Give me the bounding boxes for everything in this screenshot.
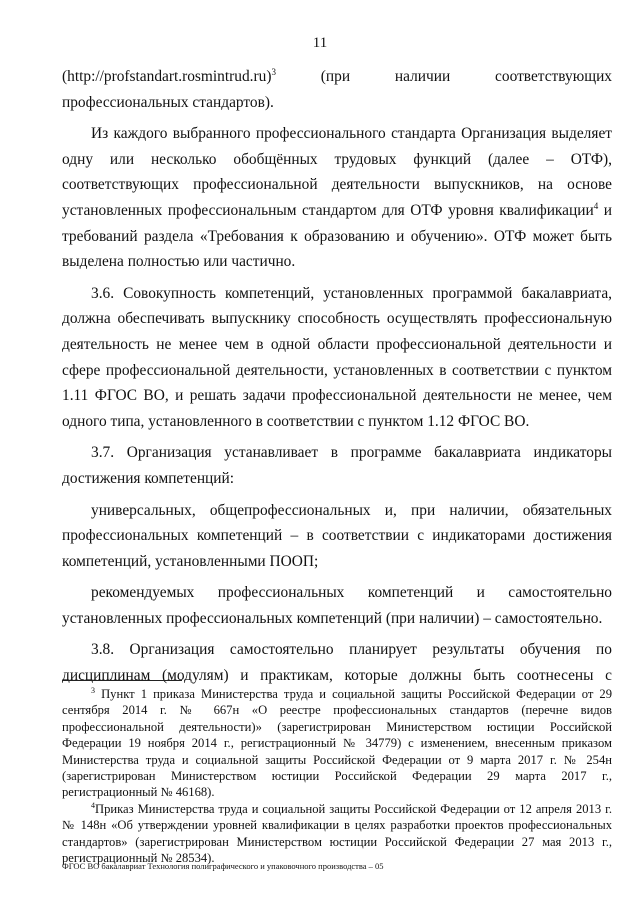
body-text <box>62 64 612 689</box>
paragraph-3-7: 3.7. Организация устанавливает в программе бакалавриата индикаторы достижения компетенций: <box>62 444 612 487</box>
page-number: 11 <box>312 35 328 51</box>
footnote-4: $^4$Приказ Министерства труда и социальной защиты Российской Федерации от 12 апреля 2013 г. № 148н «Об утверждении уровней квалификации в целях разработки проектов профессиональных стандартов» (зарегистрирован Министерством юстиции Российской Федерации 27 мая 2013 г., регистрационный № 28534). <box>62 800 612 866</box>
footnote-ref-3: 3 <box>271 66 276 77</box>
page-footer: ФГОС ВО бакалавриат Технология полиграфического и упаковочного производства – 05 <box>62 861 384 871</box>
paragraph-3-8: 3.8. Организация самостоятельно планирует результаты обучения по дисциплинам (модулям) и практикам, которые должны быть соотнесены с <box>62 641 612 685</box>
footnote-3: $^3$ Пункт 1 приказа Министерства труда и социальной защиты Российской Федерации от 29 сентября 2014 г. № 667н «О реестре профессиональных стандартов (перечне видов профессиональной деятельности)» (зарегистрирован Министерством юстиции Российской Федерации 19 ноября 2014 г., регистрационный № 34779) с изменением, внесенным приказом Министерства труда и социальной защиты Российской Федерации от 9 марта 2017 г. № 254н (зарегистрирован Министерством юстиции Российской Федерации 29 марта 2017 г., регистрационный № 46168). <box>62 685 612 800</box>
paragraph-3-6: 3.6. Совокупность компетенций, установленных программой бакалавриата, должна обеспечивать выпускнику способность осуществлять профессиональную деятельность не менее чем в одной области профессиональной деятельности и сфере профессиональной деятельности, установленных в соответствии с пунктом 1.11 ФГОС ВО, и решать задачи профессиональной деятельности не менее, чем одного типа, установленного в соответствии с пунктом 1.12 ФГОС ВО. <box>62 284 612 430</box>
footnote-separator <box>62 680 182 681</box>
list-item: универсальных, общепрофессиональных и, при наличии, обязательных профессиональных компетенций – в соответствии с индикаторами достижения компетенций, установленными ПООП; <box>62 501 612 570</box>
footnotes <box>62 686 612 866</box>
footnote-ref-4: 4 <box>593 200 599 211</box>
paragraph: Из каждого выбранного профессионального стандарта Организация выделяет одну или несколько обобщённых трудовых функций (далее – ОТФ), соответствующих профессиональной деятельности выпускников, на основе установленных профессиональным стандартом для ОТФ уровня квалификации$^4$ и требований раздела «Требования к образованию и обучению». ОТФ может быть выделена полностью или частично. <box>62 125 612 271</box>
paragraph: (http://profstandart.rosmintrud.ru)$^3$ (при наличии соответствующих профессиональных стандартов). <box>62 66 612 111</box>
list-item: рекомендуемых профессиональных компетенций и самостоятельно установленных профессиональных компетенций (при наличии) – самостоятельно. <box>62 584 612 627</box>
